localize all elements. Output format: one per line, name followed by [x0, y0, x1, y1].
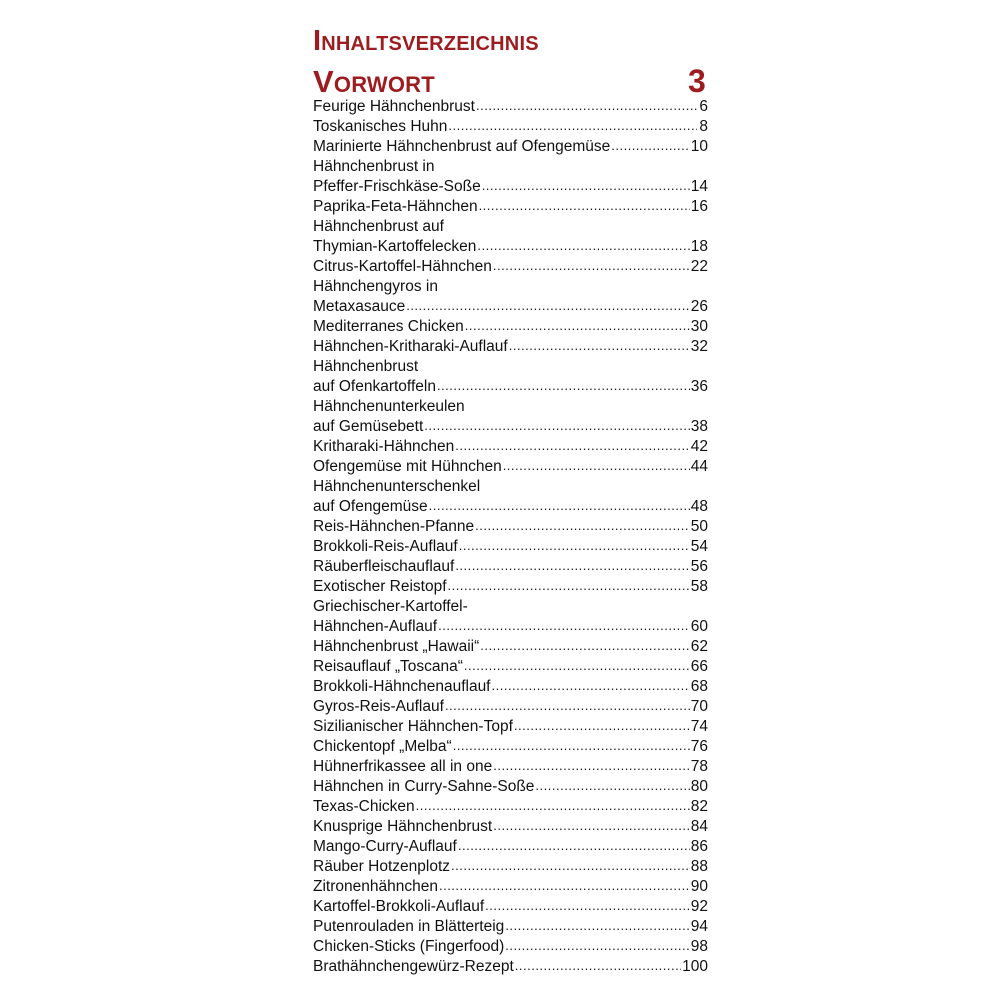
toc-entry — [313, 897, 708, 917]
toc-entry-title: Putenrouladen in Blätterteig — [313, 918, 505, 935]
foreword-label: Vorwort — [313, 64, 435, 99]
toc-entry-page: 36 — [690, 378, 708, 395]
toc-entry — [313, 97, 708, 117]
dot-leader — [514, 716, 690, 736]
toc-entry-title: Hähnchen-Auflauf — [313, 618, 438, 635]
toc-entry — [313, 657, 708, 677]
toc-entry-title: Hähnchenbrust in — [313, 158, 435, 175]
toc-entry-page: 58 — [690, 578, 708, 595]
toc-entry-page: 10 — [690, 138, 708, 155]
toc-entry — [313, 737, 708, 757]
dot-leader — [439, 876, 690, 896]
toc-entry — [313, 437, 708, 457]
toc-entry — [313, 677, 708, 697]
toc-entry-title: auf Ofenkartoffeln — [313, 378, 436, 395]
dot-leader — [493, 816, 690, 836]
toc-entry-title: Zitronenhähnchen — [313, 878, 438, 895]
dot-leader — [448, 116, 697, 136]
toc-entry-page: 16 — [690, 198, 708, 215]
dot-leader — [505, 916, 689, 936]
toc-entry — [313, 697, 708, 717]
dot-leader — [459, 536, 690, 556]
toc-entry-page: 78 — [690, 758, 708, 775]
toc-entry-page: 86 — [690, 838, 708, 855]
toc-entry-title: Reis-Hähnchen-Pfanne — [313, 518, 475, 535]
toc-entry-page: 84 — [690, 818, 708, 835]
toc-entry — [313, 217, 708, 237]
toc-entry-title: Reisauflauf „Toscana“ — [313, 658, 463, 675]
toc-entry — [313, 317, 708, 337]
toc-entry — [313, 557, 708, 577]
toc-entry-title: Paprika-Feta-Hähnchen — [313, 198, 478, 215]
toc-entry — [313, 937, 708, 957]
toc-entry — [313, 477, 708, 497]
toc-entry — [313, 577, 708, 597]
dot-leader — [465, 316, 690, 336]
toc-entry-page: 82 — [690, 798, 708, 815]
toc-entry — [313, 637, 708, 657]
toc-entry-page: 30 — [690, 318, 708, 335]
toc-entry-page: 54 — [690, 538, 708, 555]
toc-entry-title: Mediterranes Chicken — [313, 318, 464, 335]
toc-entry-title: Hähnchenbrust auf — [313, 218, 444, 235]
toc-entry-title: Marinierte Hähnchenbrust auf Ofengemüse — [313, 138, 611, 155]
toc-entry-page: 66 — [690, 658, 708, 675]
toc-entry-title: Brokkoli-Hähnchenauflauf — [313, 678, 491, 695]
dot-leader — [505, 936, 690, 956]
dot-leader — [535, 776, 689, 796]
toc-entry-title: Hähnchenbrust — [313, 358, 419, 375]
dot-leader — [464, 656, 690, 676]
foreword-entry — [313, 61, 708, 97]
dot-leader — [493, 756, 690, 776]
toc-entry — [313, 817, 708, 837]
toc-entry — [313, 237, 708, 257]
page-title: Inhaltsverzeichnis — [313, 25, 539, 57]
toc-entry-page: 94 — [690, 918, 708, 935]
toc-entry-title: auf Gemüsebett — [313, 418, 424, 435]
toc-entry — [313, 957, 708, 977]
toc-entry — [313, 277, 708, 297]
dot-leader — [476, 96, 697, 116]
toc-entry-title: Mango-Curry-Auflauf — [313, 838, 457, 855]
toc-entry-title: auf Ofengemüse — [313, 498, 428, 515]
toc-entry — [313, 137, 708, 157]
dot-leader — [453, 736, 690, 756]
toc-entry-title: Pfeffer-Frischkäse-Soße — [313, 178, 481, 195]
toc-entry-title: Hähnchen-Kritharaki-Auflauf — [313, 338, 508, 355]
dot-leader — [437, 376, 690, 396]
toc-entry-title: Ofengemüse mit Hühnchen — [313, 458, 502, 475]
toc-entry-page: 38 — [690, 418, 708, 435]
toc-entry-page: 88 — [690, 858, 708, 875]
toc-entry — [313, 837, 708, 857]
toc-entry-title: Chicken-Sticks (Fingerfood) — [313, 938, 505, 955]
dot-leader — [429, 496, 690, 516]
toc-entry-page: 68 — [690, 678, 708, 695]
toc-entry — [313, 117, 708, 137]
toc-entry — [313, 617, 708, 637]
dot-leader — [493, 256, 690, 276]
toc-entry-page: 44 — [690, 458, 708, 475]
toc-entry — [313, 457, 708, 477]
dot-leader — [479, 196, 690, 216]
toc-entry-title: Räuber Hotzenplotz — [313, 858, 450, 875]
toc-entry-page: 14 — [690, 178, 708, 195]
toc-entry-page: 48 — [690, 498, 708, 515]
toc-entry — [313, 597, 708, 617]
toc-entry — [313, 337, 708, 357]
dot-leader — [424, 416, 689, 436]
toc-entry-title: Thymian-Kartoffelecken — [313, 238, 477, 255]
toc-entry-page: 26 — [690, 298, 708, 315]
dot-leader — [509, 336, 690, 356]
toc-entry-page: 18 — [690, 238, 708, 255]
dot-leader — [492, 676, 690, 696]
toc-entry-title: Toskanisches Huhn — [313, 118, 448, 135]
dot-leader — [451, 856, 690, 876]
toc-entry — [313, 537, 708, 557]
dot-leader — [515, 956, 681, 976]
toc-entry — [313, 497, 708, 517]
toc-entry — [313, 917, 708, 937]
toc-entry — [313, 417, 708, 437]
toc-entry — [313, 517, 708, 537]
toc-entry-title: Hähnchenunterkeulen — [313, 398, 465, 415]
toc-entry-title: Hähnchenbrust „Hawaii“ — [313, 638, 480, 655]
dot-leader — [448, 576, 690, 596]
toc-entry-page: 98 — [690, 938, 708, 955]
table-of-contents-page — [313, 27, 708, 977]
dot-leader — [445, 696, 690, 716]
toc-entry-title: Brokkoli-Reis-Auflauf — [313, 538, 458, 555]
toc-entry-title: Hähnchen in Curry-Sahne-Soße — [313, 778, 535, 795]
toc-entry-page: 70 — [690, 698, 708, 715]
dot-leader — [482, 176, 690, 196]
toc-entry-page: 42 — [690, 438, 708, 455]
toc-entry-title: Sizilianischer Hähnchen-Topf — [313, 718, 513, 735]
toc-entry — [313, 157, 708, 177]
toc-list — [313, 97, 708, 977]
toc-entry-title: Griechischer-Kartoffel- — [313, 598, 468, 615]
toc-entry-title: Hühnerfrikassee all in one — [313, 758, 493, 775]
foreword-page-number: 3 — [688, 63, 706, 99]
toc-entry-page: 80 — [690, 778, 708, 795]
toc-entry-page: 50 — [690, 518, 708, 535]
toc-entry — [313, 797, 708, 817]
toc-entry — [313, 357, 708, 377]
toc-entry-page: 32 — [690, 338, 708, 355]
toc-entry-page: 90 — [690, 878, 708, 895]
toc-entry-title: Hähnchenunterschenkel — [313, 478, 481, 495]
dot-leader — [477, 236, 689, 256]
toc-entry-title: Citrus-Kartoffel-Hähnchen — [313, 258, 492, 275]
dot-leader — [455, 556, 689, 576]
dot-leader — [480, 636, 689, 656]
toc-entry-title: Feurige Hähnchenbrust — [313, 98, 475, 115]
toc-entry-page: 6 — [699, 98, 708, 115]
toc-entry-title: Chickentopf „Melba“ — [313, 738, 452, 755]
toc-entry-title: Brathähnchengewürz-Rezept — [313, 958, 514, 975]
dot-leader — [485, 896, 690, 916]
dot-leader — [503, 456, 690, 476]
dot-leader — [416, 796, 690, 816]
toc-entry — [313, 257, 708, 277]
toc-entry-title: Metaxasauce — [313, 298, 406, 315]
toc-entry-title: Texas-Chicken — [313, 798, 415, 815]
toc-entry-page: 76 — [690, 738, 708, 755]
toc-entry-title: Gyros-Reis-Auflauf — [313, 698, 444, 715]
toc-entry — [313, 397, 708, 417]
toc-entry — [313, 717, 708, 737]
dot-leader — [611, 136, 690, 156]
toc-entry — [313, 857, 708, 877]
toc-entry — [313, 297, 708, 317]
toc-entry-title: Knusprige Hähnchenbrust — [313, 818, 493, 835]
toc-entry — [313, 777, 708, 797]
toc-entry-page: 56 — [690, 558, 708, 575]
dot-leader — [406, 296, 690, 316]
toc-entry — [313, 177, 708, 197]
toc-entry-page: 8 — [699, 118, 708, 135]
toc-entry-page: 74 — [690, 718, 708, 735]
toc-entry-page: 22 — [690, 258, 708, 275]
toc-entry-title: Exotischer Reistopf — [313, 578, 447, 595]
toc-entry-page: 92 — [690, 898, 708, 915]
toc-entry-page: 62 — [690, 638, 708, 655]
dot-leader — [475, 516, 690, 536]
toc-entry — [313, 197, 708, 217]
toc-entry-page: 100 — [682, 958, 708, 975]
dot-leader — [455, 436, 689, 456]
toc-entry-title: Kritharaki-Hähnchen — [313, 438, 455, 455]
toc-entry — [313, 877, 708, 897]
dot-leader — [458, 836, 690, 856]
toc-entry-title: Kartoffel-Brokkoli-Auflauf — [313, 898, 485, 915]
toc-entry-title: Räuberfleischauflauf — [313, 558, 455, 575]
toc-entry — [313, 757, 708, 777]
toc-entry — [313, 377, 708, 397]
toc-entry-title: Hähnchengyros in — [313, 278, 438, 295]
dot-leader — [438, 616, 690, 636]
toc-entry-page: 60 — [690, 618, 708, 635]
